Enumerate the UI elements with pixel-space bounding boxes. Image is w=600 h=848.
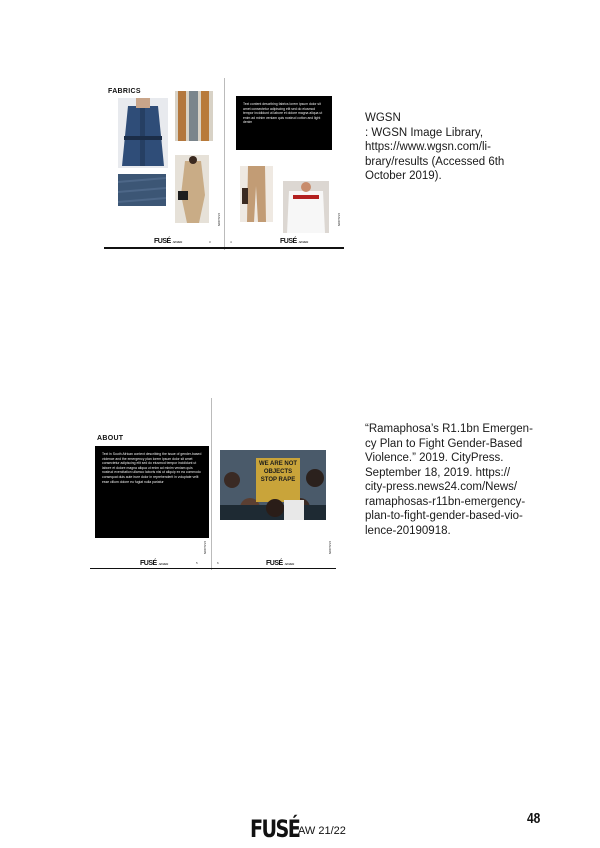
side-label-left: FASHION	[217, 213, 221, 227]
side-label-right: FASHION	[337, 213, 341, 227]
left-page-number: 3	[209, 240, 211, 244]
about-text-block: Text in South African context describing the issue of gender-based violence and the emergency plan lorem ipsum dolor sit amet consectetur adipiscing elit sed do eiusmod tempor incididunt ut labore et dolore magna aliqua ut enim ad minim veniam quis nostrud exercitation ullamco laboris nisi ut aliquip ex ea commodo consequat duis aute irure dolor in reprehenderit in voluptate velit esse cillum dolore eu fugiat nulla pariatur	[95, 446, 209, 538]
footer-season: AW 21/22	[298, 825, 346, 837]
mini-logo-left-text: FUSÉ	[154, 238, 171, 245]
protest-sign-line-2: OBJECTS	[263, 469, 293, 475]
caption-line: cy Plan to Fight Gender-Based	[365, 437, 523, 450]
mini-logo-right	[266, 560, 294, 567]
mini-logo-right-text: FUSÉ	[280, 238, 297, 245]
mini-logo-right-sub: AW 21/22	[284, 562, 294, 566]
mini-logo-left-sub: AW 21/22	[172, 240, 182, 244]
caption-wgsn	[365, 111, 504, 184]
caption-line: brary/results (Accessed 6th	[365, 155, 505, 168]
footer-logo: FUSÉ	[250, 815, 300, 843]
about-heading: ABOUT	[97, 435, 124, 442]
about-spread-image	[90, 398, 336, 572]
mini-logo-left	[154, 238, 182, 245]
protest-sign-line-3: STOP RAPE	[260, 477, 296, 483]
caption-line: plan-to-fight-gender-based-vio-	[365, 510, 523, 522]
mini-logo-right	[280, 238, 308, 245]
caption-line: ramaphosas-r11bn-emergency-	[365, 495, 526, 508]
spread-spine	[211, 398, 212, 570]
mini-logo-left-text: FUSÉ	[140, 560, 157, 567]
caption-line: September 18, 2019. https://	[365, 466, 511, 479]
fabrics-text-block: Text content describing fabrics lorem ipsum dolor sit amet consectetur adipiscing elit sed do eiusmod tempor incididunt ut labore et dolore magna aliqua ut enim ad minim veniam quis nostrud cotton and light denim	[236, 96, 332, 150]
side-label-left: FASHION	[203, 541, 207, 555]
protest-sign-text	[256, 460, 300, 484]
mini-logo-right-text: FUSÉ	[266, 560, 283, 567]
caption-line: WGSN	[365, 112, 401, 124]
page-bottom-rule	[90, 568, 336, 569]
white-vest-photo	[283, 181, 329, 233]
caption-line: “Ramaphosa’s R1.1bn Emergen-	[365, 423, 533, 435]
protest-photo	[220, 450, 326, 520]
denim-swatch-photo	[118, 174, 166, 206]
mini-logo-right-sub: AW 21/22	[298, 240, 308, 244]
spread-spine	[224, 78, 225, 250]
caption-ramaphosa	[365, 422, 533, 538]
caption-line: https://www.wgsn.com/li-	[365, 141, 491, 153]
left-page-number: 5	[196, 561, 198, 565]
denim-jacket-photo	[118, 98, 168, 168]
fabrics-heading: FABRICS	[108, 88, 141, 95]
side-label-right: FASHION	[328, 541, 332, 555]
beige-outfit-photo	[175, 155, 209, 223]
protest-sign-line-1: WE ARE NOT	[258, 461, 298, 467]
caption-line: : WGSN Image Library,	[365, 126, 484, 139]
trousers-photo	[240, 166, 273, 222]
caption-line: city-press.news24.com/News/	[365, 481, 518, 493]
mini-logo-left-sub: AW 21/22	[158, 562, 168, 566]
caption-line: Violence.” 2019. CityPress.	[365, 452, 504, 464]
right-page-number: 6	[217, 561, 219, 565]
fabrics-spread-image	[104, 78, 344, 252]
caption-line: lence-20190918.	[365, 524, 451, 537]
page-number: 48	[527, 810, 541, 827]
mini-logo-left	[140, 560, 168, 567]
right-page-number: 4	[230, 240, 232, 244]
page-bottom-rule	[104, 247, 344, 249]
camel-coat-photo	[175, 91, 213, 141]
caption-line: October 2019).	[365, 170, 442, 182]
